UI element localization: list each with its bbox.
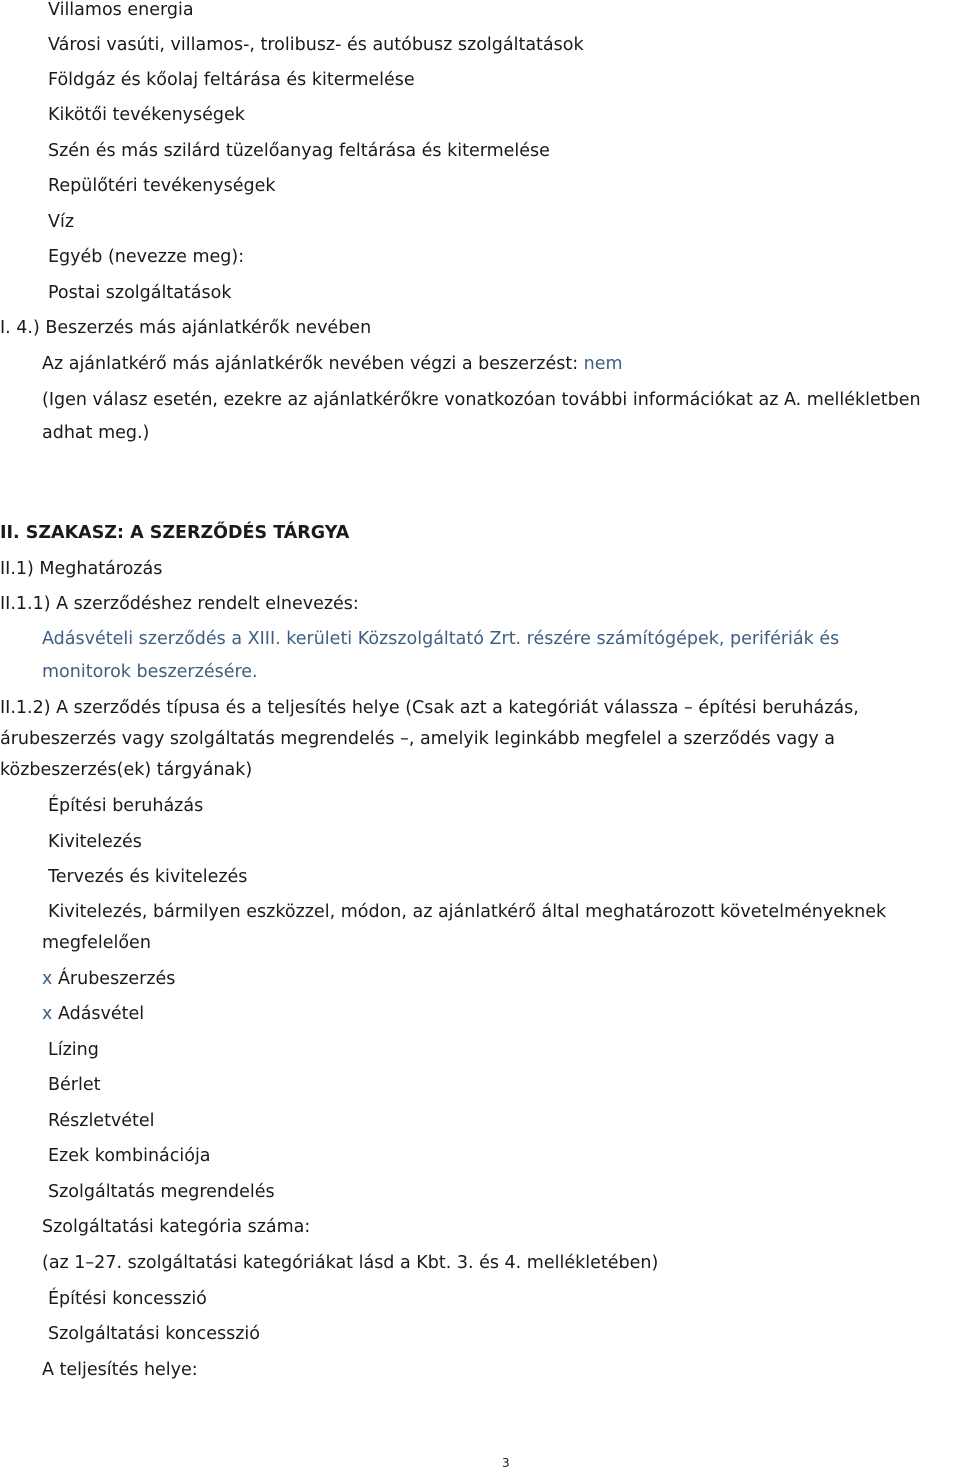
selected-mark: x — [42, 1004, 53, 1024]
sector-item: Repülőtéri tevékenységek — [48, 176, 276, 196]
answer-value: nem — [583, 354, 623, 374]
section-i4-note: (Igen válasz esetén, ezekre az ajánlatkérőkre vonatkozóan további információkat az A. mellékletben — [42, 390, 921, 410]
sector-item: Víz — [48, 212, 75, 232]
place-of-performance-label: A teljesítés helye: — [42, 1360, 198, 1380]
sector-item: Földgáz és kőolaj feltárása és kitermelése — [48, 70, 415, 90]
section-ii1: II.1) Meghatározás — [0, 559, 163, 579]
type-arubeszerzes — [42, 969, 175, 990]
section-i4-heading: I. 4.) Beszerzés más ajánlatkérők nevében — [0, 318, 372, 338]
sector-item: Szén és más szilárd tüzelőanyag feltárása és kitermelése — [48, 141, 550, 161]
service-category-label: Szolgáltatási kategória száma: — [42, 1217, 311, 1237]
type-szolgaltatas: Szolgáltatás megrendelés — [48, 1182, 275, 1202]
type-szolgaltatasi-koncesszio: Szolgáltatási koncesszió — [48, 1324, 260, 1344]
type-label: Árubeszerzés — [57, 969, 176, 989]
sector-item: Kikötői tevékenységek — [48, 105, 245, 125]
question-text: Az ajánlatkérő más ajánlatkérők nevében végzi a beszerzést: — [42, 354, 579, 374]
sector-item: Postai szolgáltatások — [48, 283, 232, 303]
type-berlet: Bérlet — [48, 1075, 101, 1095]
section-ii12: II.1.2) A szerződés típusa és a teljesítés helye (Csak azt a kategóriát válassza – építési beruházás, — [0, 698, 859, 718]
section-i4-note-cont: adhat meg.) — [42, 423, 150, 443]
section-i4-question — [42, 354, 623, 375]
type-tervezes-kivitelezes: Tervezés és kivitelezés — [48, 867, 248, 887]
type-reszletvetel: Részletvétel — [48, 1111, 155, 1131]
type-kombinacio: Ezek kombinációja — [48, 1146, 211, 1166]
sector-item: Városi vasúti, villamos-, trolibusz- és autóbusz szolgáltatások — [48, 35, 584, 55]
section-ii11: II.1.1) A szerződéshez rendelt elnevezés: — [0, 594, 359, 614]
service-category-note: (az 1–27. szolgáltatási kategóriákat lásd a Kbt. 3. és 4. mellékletében) — [42, 1253, 659, 1273]
section-ii12-cont: árubeszerzés vagy szolgáltatás megrendelés –, amelyik leginkább megfelel a szerződés vagy a — [0, 729, 836, 749]
selected-mark: x — [42, 969, 53, 989]
type-epitesi-koncesszio: Építési koncesszió — [48, 1289, 207, 1309]
section-ii12-cont: közbeszerzés(ek) tárgyának) — [0, 760, 253, 780]
type-lizing: Lízing — [48, 1040, 99, 1060]
contract-name-cont: monitorok beszerzésére. — [42, 662, 258, 682]
section-ii-title: II. SZAKASZ: A SZERZŐDÉS TÁRGYA — [0, 523, 350, 543]
type-epitesi-beruhazas: Építési beruházás — [48, 796, 204, 816]
type-kivitelezes-barmilyen-cont: megfelelően — [42, 933, 151, 953]
type-kivitelezes: Kivitelezés — [48, 832, 142, 852]
type-kivitelezes-barmilyen: Kivitelezés, bármilyen eszközzel, módon, az ajánlatkérő által meghatározott követelményeknek — [48, 902, 887, 922]
sector-item: Villamos energia — [48, 0, 194, 20]
contract-name: Adásvételi szerződés a XIII. kerületi Közszolgáltató Zrt. részére számítógépek, perifériák és — [42, 629, 840, 649]
sector-item: Egyéb (nevezze meg): — [48, 247, 245, 267]
type-label: Adásvétel — [57, 1004, 145, 1024]
page-number: 3 — [502, 1456, 510, 1470]
type-adasvetel — [42, 1004, 144, 1025]
